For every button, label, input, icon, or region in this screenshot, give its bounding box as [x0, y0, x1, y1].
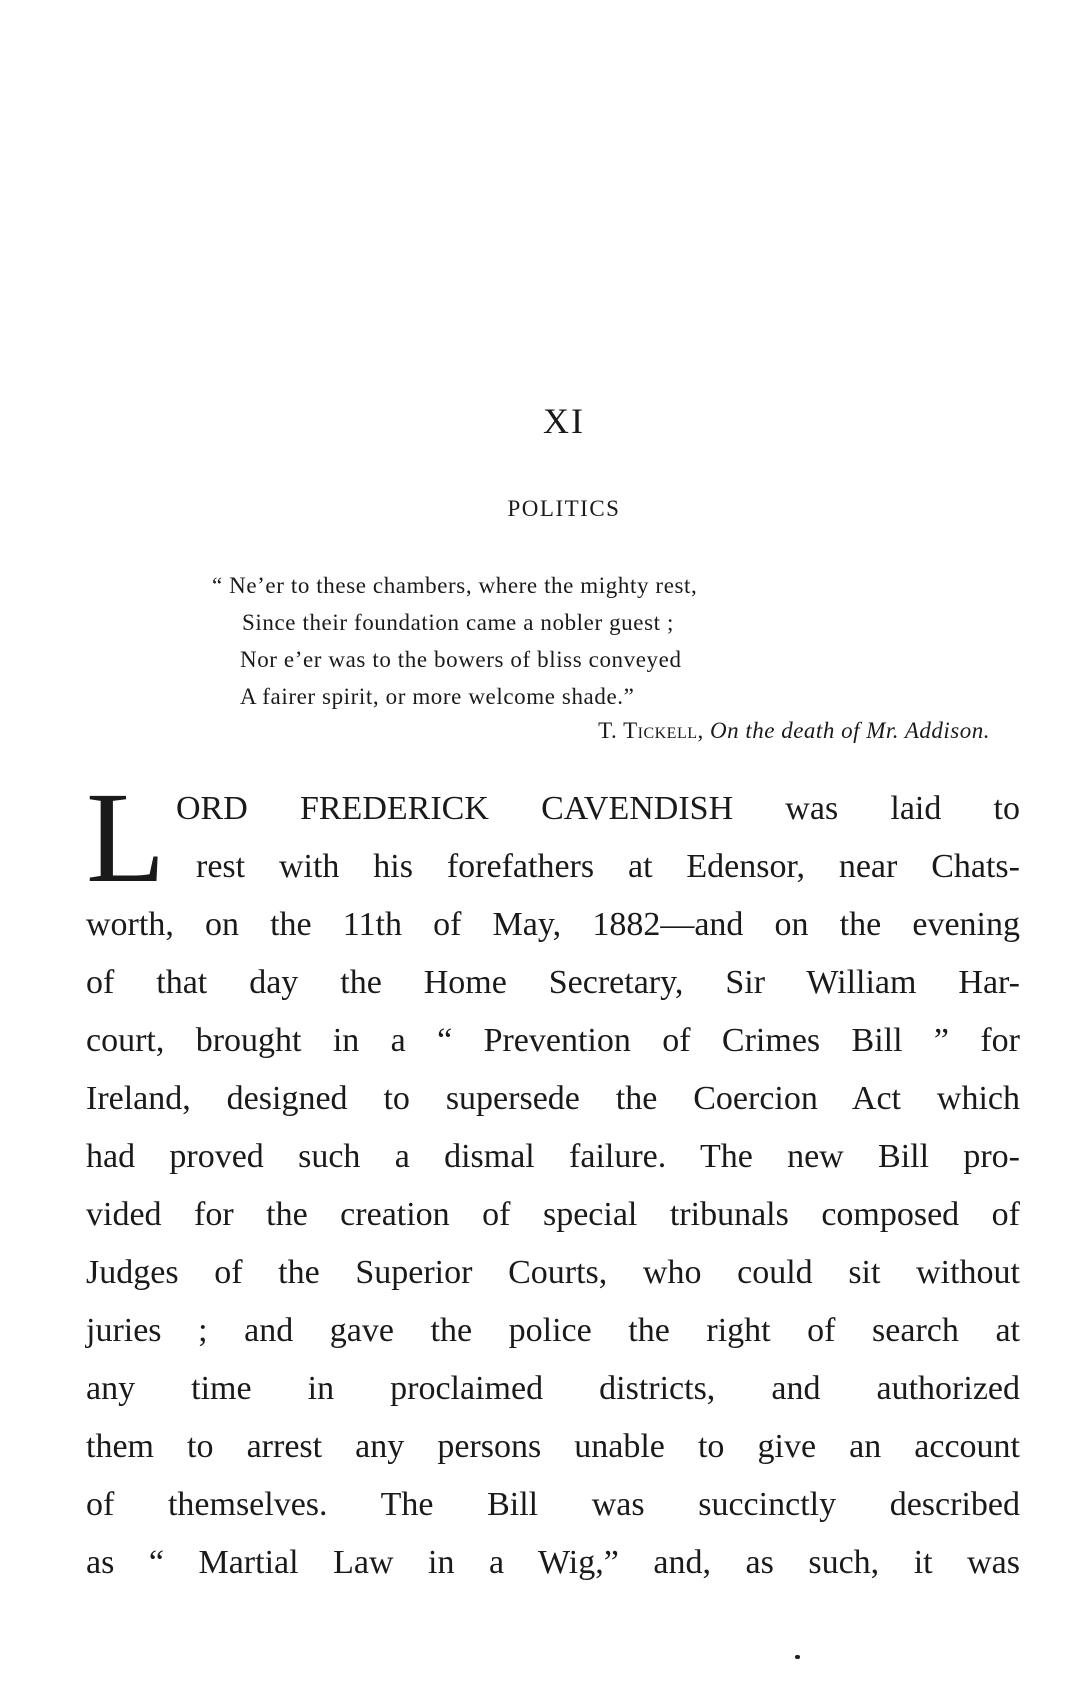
text-line: [86, 1186, 1020, 1244]
text-line: [86, 1244, 1020, 1302]
text-line-content: had proved such a dismal failure. The new Bill pro-: [86, 1138, 1020, 1175]
epigraph-line: “ Ne’er to these chambers, where the mighty rest,: [212, 573, 698, 598]
text-line: [86, 1302, 1020, 1360]
text-line: [86, 1534, 1020, 1592]
text-line: [86, 954, 1020, 1012]
text-line-content: court, brought in a “ Prevention of Crimes Bill ” for: [86, 1022, 1020, 1059]
epigraph-work: On the death of Mr. Addison.: [710, 718, 990, 743]
text-line-content: ORD FREDERICK CAVENDISH was laid to: [176, 790, 1020, 827]
text-line-content: of that day the Home Secretary, Sir William Har-: [86, 964, 1020, 1001]
text-line: [86, 1070, 1020, 1128]
page-speck: [795, 1655, 800, 1659]
text-line-content: vided for the creation of special tribunals composed of: [86, 1196, 1020, 1233]
text-line: [86, 1128, 1020, 1186]
chapter-title: POLITICS: [507, 496, 621, 521]
chapter-number: XI: [543, 401, 585, 441]
text-line-content: worth, on the 11th of May, 1882—and on the evening: [86, 906, 1020, 943]
text-line-content: Ireland, designed to supersede the Coercion Act which: [86, 1080, 1020, 1117]
drop-cap: L: [86, 766, 166, 910]
epigraph-line: Since their foundation came a nobler guest ;: [242, 610, 674, 635]
text-line: [86, 1476, 1020, 1534]
text-line: [86, 1360, 1020, 1418]
epigraph: [212, 567, 1012, 715]
epigraph-line: A fairer spirit, or more welcome shade.”: [240, 684, 635, 709]
body-paragraph: [86, 766, 1020, 1592]
text-line: [86, 896, 1020, 954]
text-line-content: rest with his forefathers at Edensor, near Chats-: [196, 848, 1020, 885]
text-line: [86, 780, 1020, 838]
text-line: [86, 1012, 1020, 1070]
text-line-content: any time in proclaimed districts, and authorized: [86, 1370, 1020, 1407]
epigraph-author: T. Tickell,: [598, 718, 704, 743]
text-line: [86, 1418, 1020, 1476]
text-line-content: juries ; and gave the police the right of search at: [86, 1312, 1020, 1349]
text-line-content: of themselves. The Bill was succinctly described: [86, 1486, 1020, 1523]
epigraph-attribution: [0, 718, 990, 744]
text-line-content: as “ Martial Law in a Wig,” and, as such, it was: [86, 1544, 1020, 1581]
text-line: [86, 838, 1020, 896]
text-line-content: Judges of the Superior Courts, who could sit without: [86, 1254, 1020, 1291]
text-line-content: them to arrest any persons unable to give an account: [86, 1428, 1020, 1465]
epigraph-line: Nor e’er was to the bowers of bliss conveyed: [240, 647, 682, 672]
